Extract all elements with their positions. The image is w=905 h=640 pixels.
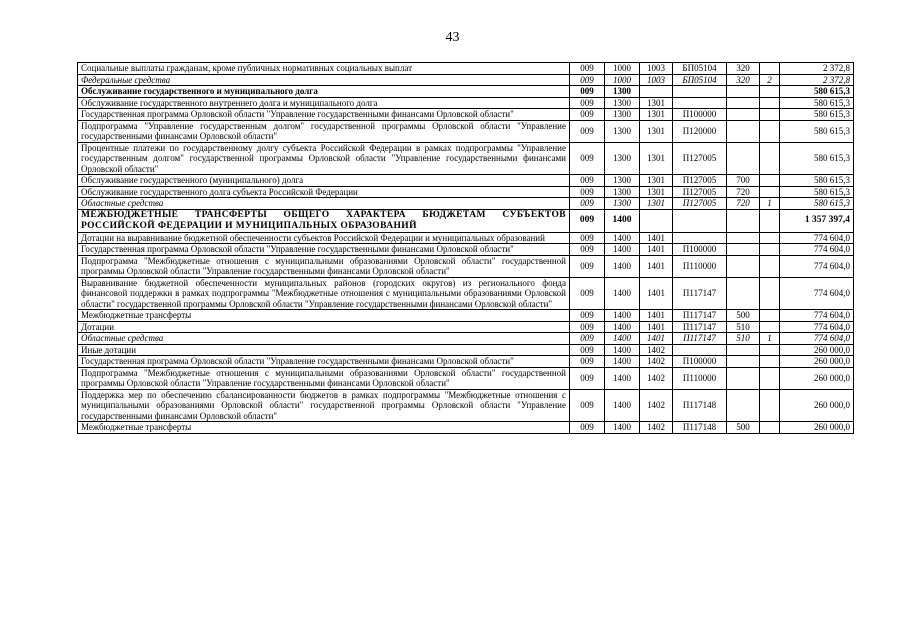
cell-subsection-code: 1401 [640,321,673,333]
cell-name: Поддержка мер по обеспечению сбалансированности бюджетов в рамках подпрограммы "Межбюджетные отношения с муниципальными образованиями Орловской области" государственной программы Орловской области "Управление государственными финансами Орловской области" [78,389,570,422]
table-row [78,356,854,368]
cell-expense-type: 500 [727,422,760,434]
cell-funding-source [760,356,780,368]
cell-funding-source: 1 [760,198,780,210]
cell-funding-source [760,389,780,422]
cell-expense-type [727,120,760,142]
table-row [78,389,854,422]
cell-target-article: П120000 [673,120,727,142]
cell-funding-source [760,232,780,244]
cell-expense-type: 510 [727,321,760,333]
cell-ministry-code: 009 [570,120,605,142]
cell-ministry-code: 009 [570,232,605,244]
cell-section-code: 1400 [605,232,640,244]
cell-funding-source: 2 [760,74,780,86]
cell-expense-type [727,109,760,121]
cell-expense-type [727,367,760,389]
cell-name: Подпрограмма "Межбюджетные отношения с муниципальными образованиями Орловской области" государственной программы Орловской области "Управление государственными финансами Орловской области" [78,255,570,277]
cell-name: Государственная программа Орловской области "Управление государственными финансами Орловской области" [78,356,570,368]
cell-subsection-code: 1401 [640,232,673,244]
table-row [78,244,854,256]
table-row [78,86,854,98]
table-row [78,232,854,244]
cell-section-code: 1400 [605,321,640,333]
cell-amount: 260 000,0 [780,422,854,434]
cell-amount: 774 604,0 [780,333,854,345]
cell-subsection-code: 1402 [640,367,673,389]
cell-amount: 580 615,3 [780,175,854,187]
cell-name: Иные дотации [78,344,570,356]
cell-ministry-code: 009 [570,356,605,368]
cell-subsection-code: 1401 [640,244,673,256]
cell-target-article: П100000 [673,244,727,256]
cell-target-article: П100000 [673,356,727,368]
cell-amount: 1 357 397,4 [780,209,854,232]
cell-funding-source [760,255,780,277]
cell-funding-source [760,344,780,356]
cell-expense-type [727,244,760,256]
cell-target-article: П127005 [673,198,727,210]
cell-funding-source [760,142,780,175]
cell-subsection-code [640,209,673,232]
cell-subsection-code: 1402 [640,344,673,356]
cell-ministry-code: 009 [570,109,605,121]
cell-funding-source [760,120,780,142]
cell-ministry-code: 009 [570,310,605,322]
cell-amount: 774 604,0 [780,310,854,322]
cell-funding-source [760,109,780,121]
cell-section-code: 1400 [605,209,640,232]
cell-section-code: 1300 [605,142,640,175]
cell-subsection-code: 1301 [640,175,673,187]
cell-expense-type: 700 [727,175,760,187]
table-row [78,186,854,198]
cell-ministry-code: 009 [570,74,605,86]
cell-funding-source [760,321,780,333]
cell-section-code: 1400 [605,389,640,422]
cell-section-code: 1000 [605,74,640,86]
cell-ministry-code: 009 [570,321,605,333]
cell-expense-type [727,97,760,109]
cell-target-article: П110000 [673,367,727,389]
cell-funding-source [760,310,780,322]
cell-name: Обслуживание государственного долга субъекта Российской Федерации [78,186,570,198]
cell-name: Областные средства [78,198,570,210]
table-row [78,422,854,434]
table-row [78,142,854,175]
cell-subsection-code: 1401 [640,255,673,277]
cell-subsection-code: 1402 [640,356,673,368]
cell-target-article [673,209,727,232]
cell-target-article: П110000 [673,255,727,277]
cell-expense-type: 500 [727,310,760,322]
cell-amount: 580 615,3 [780,198,854,210]
cell-ministry-code: 009 [570,86,605,98]
table-row [78,310,854,322]
cell-subsection-code: 1003 [640,74,673,86]
cell-target-article: БП05104 [673,74,727,86]
cell-target-article: П127005 [673,175,727,187]
budget-table-body [78,63,854,434]
cell-subsection-code: 1402 [640,389,673,422]
cell-target-article [673,86,727,98]
cell-section-code: 1400 [605,344,640,356]
cell-funding-source [760,422,780,434]
cell-name: Обслуживание государственного и муниципального долга [78,86,570,98]
cell-expense-type: 320 [727,74,760,86]
cell-section-code: 1400 [605,277,640,310]
cell-expense-type [727,142,760,175]
cell-subsection-code: 1301 [640,198,673,210]
cell-name: Обслуживание государственного внутреннего долга и муниципального долга [78,97,570,109]
cell-target-article: П117147 [673,321,727,333]
cell-name: Межбюджетные трансферты [78,310,570,322]
cell-amount: 774 604,0 [780,244,854,256]
cell-ministry-code: 009 [570,186,605,198]
cell-expense-type: 510 [727,333,760,345]
cell-name: Выравнивание бюджетной обеспеченности муниципальных районов (городских округов) из регионального фонда финансовой поддержки в рамках подпрограммы "Межбюджетные отношения с муниципальными образованиями Орловской области" государственной программы Орловской области "Управление государственными финансами Орловской области" [78,277,570,310]
cell-amount: 774 604,0 [780,321,854,333]
cell-target-article [673,97,727,109]
cell-amount: 260 000,0 [780,344,854,356]
cell-target-article [673,344,727,356]
cell-ministry-code: 009 [570,198,605,210]
cell-name: Межбюджетные трансферты [78,422,570,434]
cell-amount: 260 000,0 [780,356,854,368]
cell-subsection-code: 1402 [640,422,673,434]
cell-funding-source [760,186,780,198]
cell-name: Государственная программа Орловской области "Управление государственными финансами Орловской области" [78,244,570,256]
cell-subsection-code: 1301 [640,186,673,198]
cell-amount: 774 604,0 [780,277,854,310]
cell-subsection-code: 1301 [640,97,673,109]
cell-name: Процентные платежи по государственному долгу субъекта Российской Федерации в рамках подпрограммы "Управление государственным долгом" государственной программы Орловской области "Управление государственными финансами Орловской области" [78,142,570,175]
cell-section-code: 1400 [605,255,640,277]
cell-target-article: П117148 [673,422,727,434]
cell-name: Федеральные средства [78,74,570,86]
cell-section-code: 1300 [605,198,640,210]
cell-ministry-code: 009 [570,344,605,356]
cell-amount: 774 604,0 [780,232,854,244]
cell-section-code: 1400 [605,367,640,389]
cell-expense-type [727,209,760,232]
cell-subsection-code: 1003 [640,63,673,75]
cell-amount: 260 000,0 [780,367,854,389]
cell-section-code: 1400 [605,333,640,345]
cell-funding-source [760,277,780,310]
cell-ministry-code: 009 [570,367,605,389]
cell-target-article: П127005 [673,142,727,175]
cell-ministry-code: 009 [570,175,605,187]
cell-target-article: П127005 [673,186,727,198]
cell-subsection-code [640,86,673,98]
cell-target-article [673,232,727,244]
cell-amount: 774 604,0 [780,255,854,277]
budget-table [77,62,854,434]
cell-section-code: 1300 [605,120,640,142]
cell-funding-source [760,244,780,256]
cell-funding-source [760,63,780,75]
cell-ministry-code: 009 [570,209,605,232]
table-row [78,97,854,109]
cell-funding-source [760,86,780,98]
cell-amount: 260 000,0 [780,389,854,422]
cell-funding-source [760,367,780,389]
page-number: 43 [445,30,460,45]
cell-amount: 580 615,3 [780,120,854,142]
cell-expense-type [727,255,760,277]
cell-section-code: 1000 [605,63,640,75]
table-row [78,333,854,345]
table-row [78,255,854,277]
cell-name: Областные средства [78,333,570,345]
cell-section-code: 1300 [605,97,640,109]
cell-ministry-code: 009 [570,333,605,345]
cell-funding-source [760,209,780,232]
table-row [78,209,854,232]
table-row [78,277,854,310]
cell-subsection-code: 1401 [640,277,673,310]
cell-section-code: 1400 [605,310,640,322]
cell-ministry-code: 009 [570,277,605,310]
cell-target-article: П100000 [673,109,727,121]
cell-name: Государственная программа Орловской области "Управление государственными финансами Орловской области" [78,109,570,121]
cell-section-code: 1300 [605,175,640,187]
cell-amount: 580 615,3 [780,97,854,109]
cell-target-article: П117148 [673,389,727,422]
cell-amount: 580 615,3 [780,186,854,198]
cell-ministry-code: 009 [570,63,605,75]
cell-name: Социальные выплаты гражданам, кроме публичных нормативных социальных выплат [78,63,570,75]
cell-name: Подпрограмма "Управление государственным долгом" государственной программы Орловской области "Управление государственными финансами Орловской области" [78,120,570,142]
cell-amount: 580 615,3 [780,86,854,98]
cell-name: Обслуживание государственного (муниципального) долга [78,175,570,187]
table-row [78,344,854,356]
cell-ministry-code: 009 [570,97,605,109]
cell-name: МЕЖБЮДЖЕТНЫЕ ТРАНСФЕРТЫ ОБЩЕГО ХАРАКТЕРА БЮДЖЕТАМ СУБЪЕКТОВ РОССИЙСКОЙ ФЕДЕРАЦИИ И МУНИЦИПАЛЬНЫХ ОБРАЗОВАНИЙ [78,209,570,232]
cell-section-code: 1400 [605,422,640,434]
cell-amount: 2 372,8 [780,74,854,86]
table-row [78,198,854,210]
cell-expense-type [727,86,760,98]
cell-expense-type: 720 [727,198,760,210]
table-row [78,74,854,86]
table-row [78,109,854,121]
cell-expense-type [727,389,760,422]
cell-target-article: П117147 [673,333,727,345]
cell-section-code: 1400 [605,356,640,368]
cell-ministry-code: 009 [570,142,605,175]
cell-name: Дотации [78,321,570,333]
cell-section-code: 1300 [605,186,640,198]
cell-ministry-code: 009 [570,389,605,422]
cell-target-article: П117147 [673,310,727,322]
cell-amount: 580 615,3 [780,109,854,121]
cell-subsection-code: 1301 [640,109,673,121]
cell-funding-source [760,175,780,187]
cell-ministry-code: 009 [570,422,605,434]
cell-expense-type [727,344,760,356]
cell-ministry-code: 009 [570,244,605,256]
table-row [78,63,854,75]
cell-funding-source [760,97,780,109]
cell-section-code: 1300 [605,86,640,98]
cell-section-code: 1300 [605,109,640,121]
cell-name: Подпрограмма "Межбюджетные отношения с муниципальными образованиями Орловской области" государственной программы Орловской области "Управление государственными финансами Орловской области" [78,367,570,389]
cell-expense-type: 320 [727,63,760,75]
cell-target-article: БП05104 [673,63,727,75]
cell-subsection-code: 1301 [640,142,673,175]
table-row [78,321,854,333]
cell-expense-type [727,232,760,244]
cell-amount: 580 615,3 [780,142,854,175]
table-row [78,367,854,389]
cell-expense-type: 720 [727,186,760,198]
cell-section-code: 1400 [605,244,640,256]
cell-subsection-code: 1401 [640,310,673,322]
table-row [78,175,854,187]
cell-expense-type [727,277,760,310]
cell-target-article: П117147 [673,277,727,310]
cell-subsection-code: 1301 [640,120,673,142]
cell-amount: 2 372,8 [780,63,854,75]
cell-ministry-code: 009 [570,255,605,277]
table-row [78,120,854,142]
cell-funding-source: 1 [760,333,780,345]
cell-subsection-code: 1401 [640,333,673,345]
cell-name: Дотации на выравнивание бюджетной обеспеченности субъектов Российской Федерации и муниципальных образований [78,232,570,244]
cell-expense-type [727,356,760,368]
